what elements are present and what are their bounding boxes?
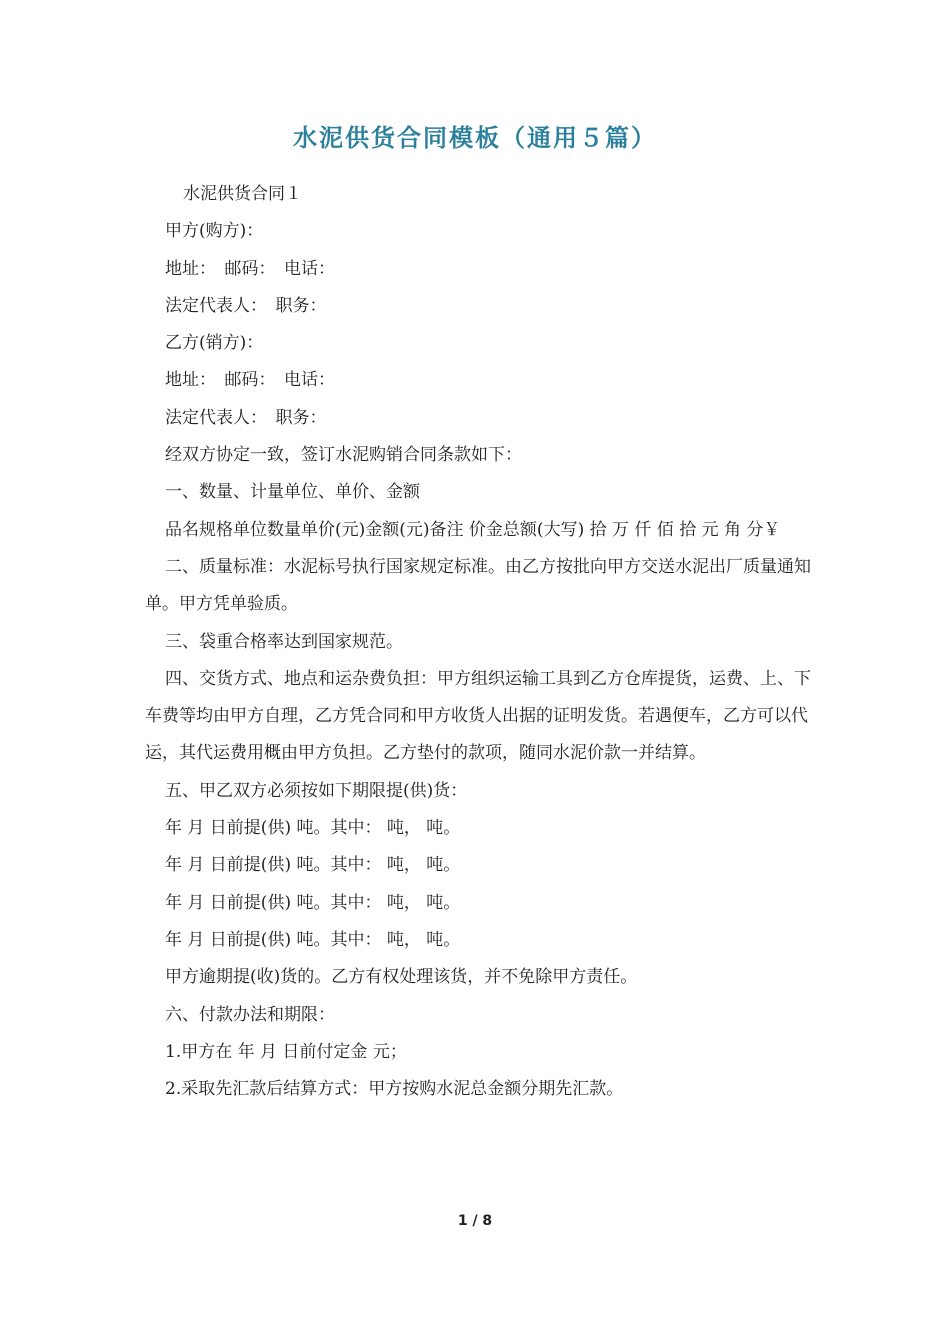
paragraph: 一、数量、计量单位、单价、金额 — [165, 482, 420, 503]
paragraph: 品名规格单位数量单价(元)金额(元)备注 价金总额(大写) 拾 万 仟 佰 拾 元 角 分￥ — [165, 519, 781, 540]
section-heading: 水泥供货合同１ — [183, 184, 302, 204]
paragraph: 三、袋重合格率达到国家规范。 — [165, 631, 403, 652]
paragraph: 甲方(购方)： — [165, 221, 264, 242]
paragraph: 六、付款办法和期限： — [165, 1004, 335, 1025]
paragraph: 二、质量标准：水泥标号执行国家规定标准。由乙方按批向甲方交送水泥出厂质量通知单。甲方凭单验质。 — [145, 556, 811, 615]
document-body — [145, 176, 817, 1108]
paragraph: 1.甲方在 年 月 日前付定金 元； — [165, 1041, 407, 1062]
paragraph: 年 月 日前提(供) 吨。其中： 吨， 吨。 — [165, 892, 461, 913]
paragraph: 法定代表人： 职务： — [165, 295, 327, 316]
paragraph: 2.采取先汇款后结算方式：甲方按购水泥总金额分期先汇款。 — [165, 1079, 624, 1100]
paragraph: 地址： 邮码： 电话： — [165, 258, 335, 279]
paragraph: 五、甲乙双方必须按如下期限提(供)货： — [165, 780, 468, 801]
page-number: 1 / 8 — [457, 1213, 493, 1229]
paragraph: 年 月 日前提(供) 吨。其中： 吨， 吨。 — [165, 818, 461, 839]
paragraph: 经双方协定一致，签订水泥购销合同条款如下： — [165, 445, 522, 466]
paragraph: 四、交货方式、地点和运杂费负担：甲方组织运输工具到乙方仓库提货，运费、上、下车费等均由甲方自理，乙方凭合同和甲方收货人出据的证明发货。若遇便车，乙方可以代运，其代运费用概由甲方负担。乙方垫付的款项，随同水泥价款一并结算。 — [145, 668, 811, 764]
paragraph: 年 月 日前提(供) 吨。其中： 吨， 吨。 — [165, 855, 461, 876]
paragraph: 法定代表人： 职务： — [165, 407, 327, 428]
paragraph: 乙方(销方)： — [165, 333, 264, 354]
document-title: 水泥供货合同模板（通用５篇） — [293, 123, 657, 152]
paragraph: 地址： 邮码： 电话： — [165, 370, 335, 391]
paragraph: 甲方逾期提(收)货的。乙方有权处理该货，并不免除甲方责任。 — [165, 967, 638, 988]
paragraph: 年 月 日前提(供) 吨。其中： 吨， 吨。 — [165, 929, 461, 950]
